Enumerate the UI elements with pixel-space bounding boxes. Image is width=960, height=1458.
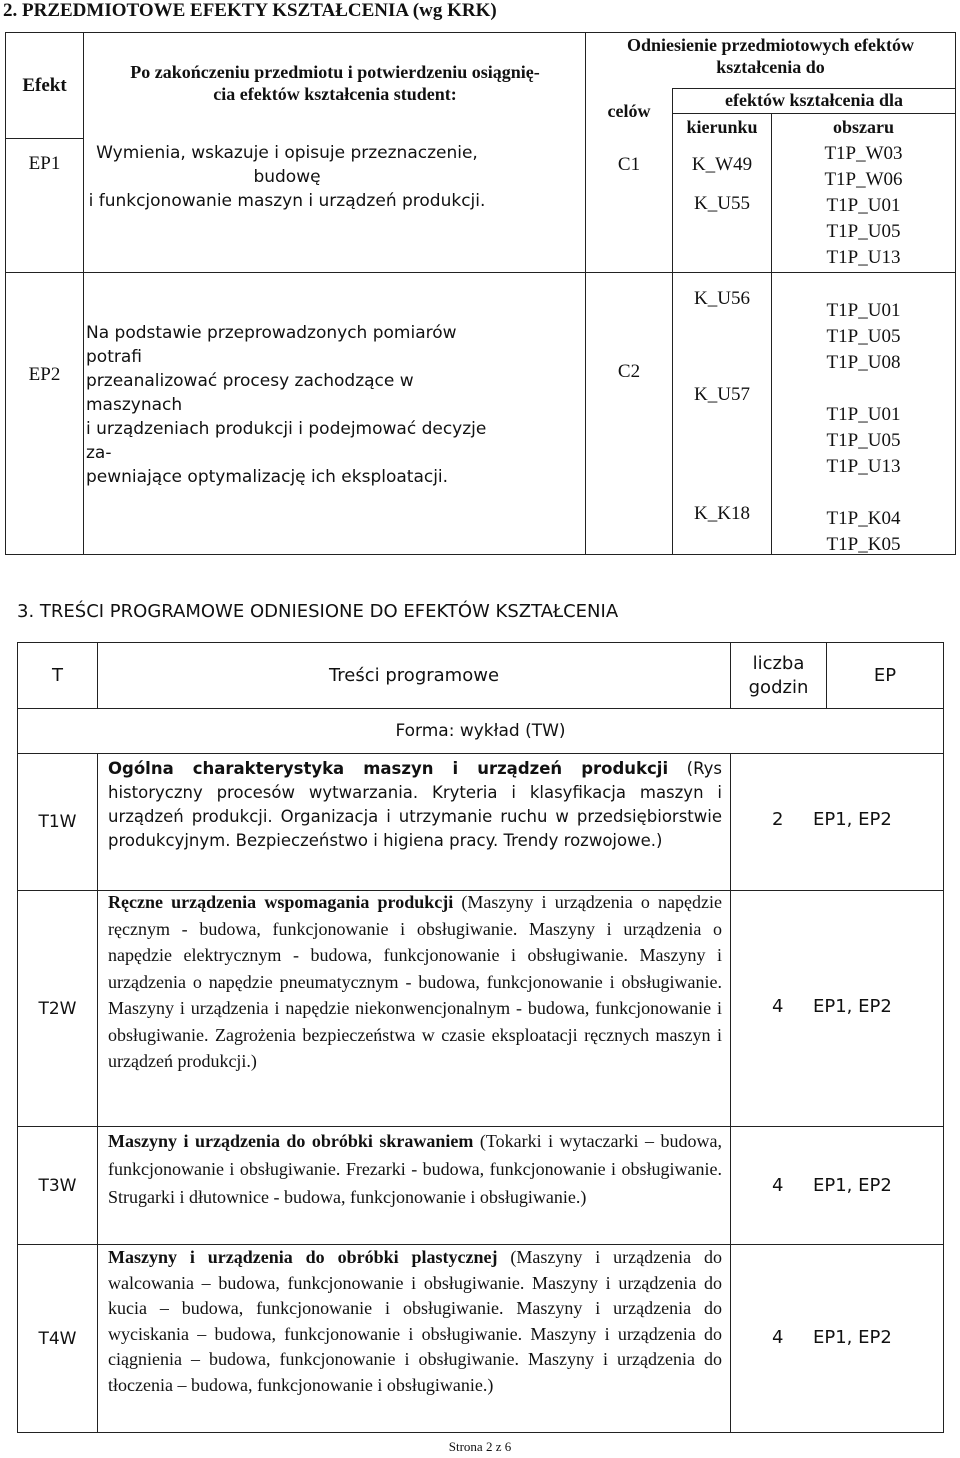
header-efekt: Efekt <box>22 74 67 96</box>
effect-id-ep1: EP1 <box>28 153 61 174</box>
hours-t2w: 4 <box>772 996 784 1017</box>
ep-t2w: EP1, EP2 <box>813 996 892 1017</box>
topic-title-t1w: Ogólna charakterystyka maszyn i urządzeń produkcji <box>108 759 669 778</box>
header-efektow-dla: efektów kształcenia dla <box>725 90 903 110</box>
ep-t4w: EP1, EP2 <box>813 1327 892 1348</box>
section2-title: 2. PRZEDMIOTOWE EFEKTY KSZTAŁCENIA (wg KRK) <box>3 0 497 21</box>
effect-id-ep2: EP2 <box>28 364 61 385</box>
topic-content-t1w <box>108 757 722 853</box>
ep-t1w: EP1, EP2 <box>813 809 892 830</box>
obszar-ep2-u56: T1P_U01 T1P_U05 T1P_U08 <box>826 300 901 373</box>
header-odniesienie: Odniesienie przedmiotowych efektów kształcenia do <box>627 35 914 77</box>
kierunek-k-u57: K_U57 <box>694 384 750 405</box>
topic-title-t2w: Ręczne urządzenia wspomagania produkcji <box>108 892 454 912</box>
hours-t1w: 2 <box>772 809 784 830</box>
section3-title: 3. TREŚCI PROGRAMOWE ODNIESIONE DO EFEKTÓW KSZTAŁCENIA <box>17 601 619 622</box>
ep-t3w: EP1, EP2 <box>813 1175 892 1196</box>
header-ep: EP <box>873 665 897 686</box>
topic-details-t1w: (Rys historyczny procesów wytwarzania. Kryteria i klasyfikacja maszyn i urządzeń produkcji. Organizacja i utrzymanie ruchu w przedsiębiorstwie produkcyjnym. Bezpieczeństwo i higiena pracy. Trendy rozwojowe.) <box>108 759 723 850</box>
topic-details-t3w: (Tokarki i wytaczarki – budowa, funkcjonowanie i obsługiwanie. Frezarki - budowa, funkcjonowanie i obsługiwanie. Strugarki i dłutownice - budowa, funkcjonowanie i obsługiwanie.) <box>108 1131 722 1207</box>
topic-title-t4w: Maszyny i urządzenia do obróbki plastycznej <box>108 1247 498 1267</box>
obszar-ep2-k18: T1P_K04 T1P_K05 <box>826 508 901 555</box>
hours-t3w: 4 <box>772 1175 784 1196</box>
topic-id-t2w: T2W <box>38 998 77 1019</box>
kierunek-k-k18: K_K18 <box>694 503 750 524</box>
header-celow: celów <box>607 100 651 121</box>
header-t: T <box>52 665 63 686</box>
hours-t4w: 4 <box>772 1327 784 1348</box>
topic-title-t3w: Maszyny i urządzenia do obróbki skrawaniem <box>108 1131 474 1151</box>
obszar-ep1-w: T1P_W03 T1P_W06 <box>824 143 903 190</box>
cel-c2: C2 <box>617 361 641 382</box>
topic-details-t2w: (Maszyny i urządzenia o napędzie ręcznym - budowa, funkcjonowanie i obsługiwanie. Maszyny i urządzenia o napędzie elektrycznym - budowa, funkcjonowanie i obsługiwanie. Maszyny i urządzenia o napędzie pneumatycznym - budowa, funkcjonowanie i obsługiwanie. Maszyny i urządzenia i napędzie niekonwencjonalnym - budowa, funkcjonowanie i obsługiwanie. Zagrożenia bezpieczeństwa w czasie eksploatacji ręcznych maszyn i urządzeń produkcji.) <box>108 892 722 1071</box>
topic-content-t2w <box>108 889 722 1075</box>
header-kierunku: kierunku <box>686 117 758 137</box>
obszar-ep1-u: T1P_U01 T1P_U05 T1P_U13 <box>826 195 901 268</box>
cel-c1: C1 <box>617 154 641 175</box>
header-liczba-godzin: liczba godzin <box>748 652 809 698</box>
kierunek-k-w49: K_W49 <box>691 154 753 175</box>
header-tresci: Treści programowe <box>328 665 500 686</box>
header-description: Po zakończeniu przedmiotu i potwierdzeniu osiągnię- cia efektów kształcenia student: <box>130 62 540 104</box>
effect-description-ep2: Na podstawie przeprowadzonych pomiarów potrafi przeanalizować procesy zachodzące w maszynach i urządzeniach produkcji i podejmować decyzje za- pewniające optymalizację ich eksploatacji. <box>86 323 487 487</box>
kierunek-k-u56: K_U56 <box>694 288 750 309</box>
header-obszaru: obszaru <box>832 117 894 137</box>
topic-content-t3w <box>108 1127 722 1211</box>
effect-description-ep1: Wymienia, wskazuje i opisuje przeznaczenie, budowę i funkcjonowanie maszyn i urządzeń produkcji. <box>88 143 486 211</box>
topic-id-t1w: T1W <box>38 812 77 832</box>
kierunek-k-u55: K_U55 <box>694 193 750 214</box>
obszar-ep2-u57: T1P_U01 T1P_U05 T1P_U13 <box>826 404 901 477</box>
topic-content-t4w <box>108 1245 722 1398</box>
topic-id-t4w: T4W <box>38 1328 77 1349</box>
topic-id-t3w: T3W <box>38 1175 77 1196</box>
topic-details-t4w: (Maszyny i urządzenia do walcowania – budowa, funkcjonowanie i obsługiwanie. Maszyny i urządzenia do kucia – budowa, funkcjonowanie i obsługiwanie. Maszyny i urządzenia do wyciskania – budowa, funkcjonowanie i obsługiwanie. Maszyny i urządzenia do ciągnienia – budowa, funkcjonowanie i obsługiwanie. Maszyny i urządzenia do tłoczenia – budowa, funkcjonowanie i obsługiwanie.) <box>108 1247 722 1395</box>
page-number: Strona 2 z 6 <box>448 1439 512 1454</box>
forma-wyklad: Forma: wykład (TW) <box>395 721 566 741</box>
